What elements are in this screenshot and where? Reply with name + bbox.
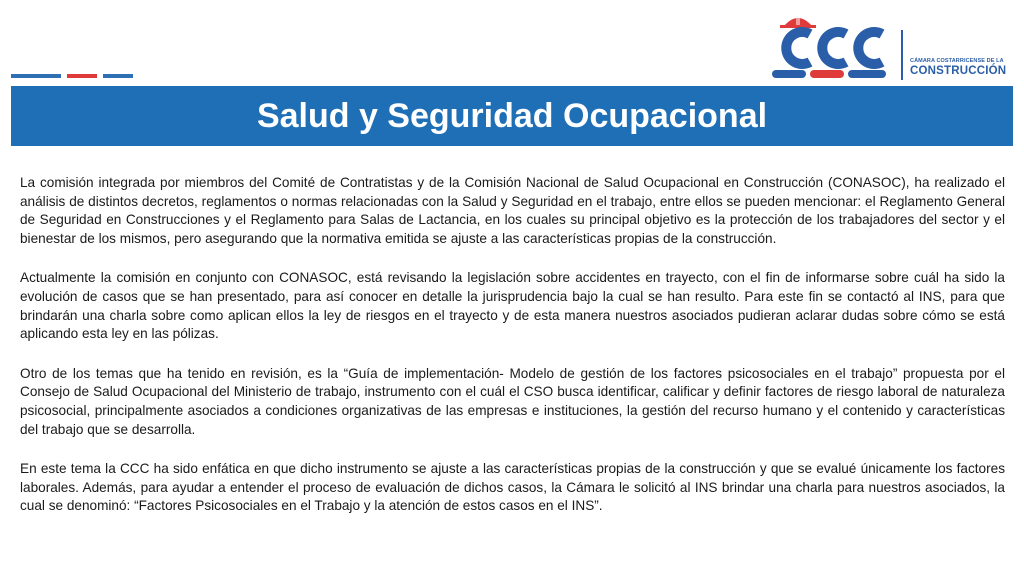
logo-org-line: CÁMARA COSTARRICENSE DE LA — [910, 58, 1004, 64]
paragraph-2: Actualmente la comisión en conjunto con CONASOC, está revisando la legislación sobre accidentes en trayecto, con el fin de informarse sobre cuál ha sido la evolución de casos que se han presentado, para así conocer en detalle la jurisprudencia bajo la cual se han resulto. Para este fin se contactó al INS, para que brindarán una charla sobre como aplican ellos la ley de riesgos en el trayecto y de esta manera nuestros asociados pudieran aclarar dudas sobre cómo se está aplicando esta ley en las pólizas. — [20, 270, 1005, 342]
ccc-logo — [770, 12, 1020, 84]
logo-org-main: CONSTRUCCIÓN — [910, 65, 1007, 77]
ccc-logo-mark — [770, 12, 892, 82]
logo-divider — [901, 30, 903, 80]
body-content — [20, 174, 1005, 537]
accent-bar-red — [67, 74, 97, 78]
paragraph-4: En este tema la CCC ha sido enfática en que dicho instrumento se ajuste a las características propias de la construcción y que se evalué únicamente los factores laborales. Además, para ayudar a entender el proceso de evaluación de dichos casos, la Cámara le solicitó al INS brindar una charla para nuestros asociados, la cual se denominó: “Factores Psicosociales en el Trabajo y la atención de estos casos en el INS”. — [20, 461, 1005, 514]
page-title: Salud y Seguridad Ocupacional — [256, 96, 768, 135]
logo-text — [910, 58, 1006, 77]
accent-bars — [11, 74, 133, 78]
title-band — [11, 86, 1013, 146]
accent-bar-blue-short — [103, 74, 133, 78]
accent-bar-blue — [11, 74, 61, 78]
paragraph-1: La comisión integrada por miembros del Comité de Contratistas y de la Comisión Nacional de Salud Ocupacional en Construcción (CONASOC), ha realizado el análisis de distintos decretos, reglamentos o normas relacionadas con la Salud y Seguridad en el trabajo, entre ellos se pueden mencionar: el Reglamento General de Seguridad en Construcciones y el Reglamento para Salas de Lactancia, en los cuales su principal objetivo es la protección de los trabajadores del sector y el bienestar de los mismos, pero asegurando que la normativa emitida se ajuste a las características propias de la construcción. — [20, 175, 1005, 246]
paragraph-3: Otro de los temas que ha tenido en revisión, es la “Guía de implementación- Modelo de gestión de los factores psicosociales en el trabajo” propuesta por el Consejo de Salud Ocupacional del Ministerio de trabajo, instrumento con el cuál el CSO busca identificar, calificar y definir factores de riesgo laboral de naturaleza psicosocial, principalmente asociados a condiciones organizativas de las empresas e instituciones, la gestión del recurso humano y el contenido y características del trabajo que se desarrolla. — [20, 365, 1005, 437]
